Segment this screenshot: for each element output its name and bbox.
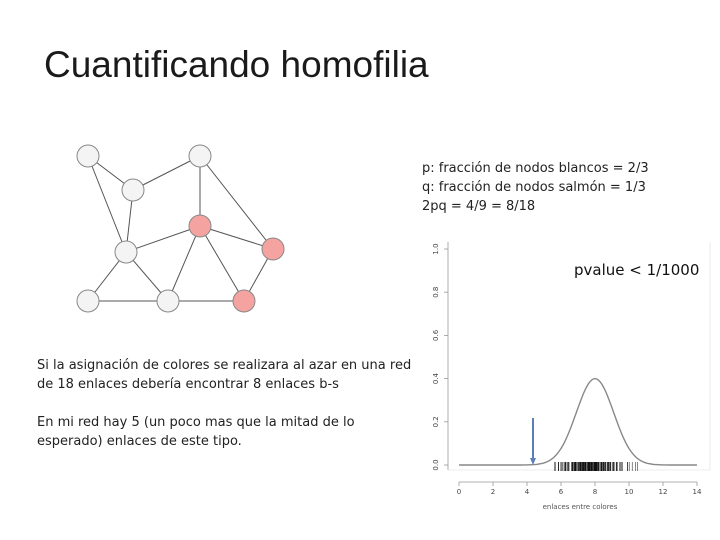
slide-title: Cuantificando homofilia bbox=[44, 44, 429, 85]
formula-2pq: 2pq = 4/9 = 8/18 bbox=[422, 199, 536, 214]
y-axis-ticks bbox=[432, 243, 448, 470]
x-tick-label: 14 bbox=[692, 488, 702, 496]
x-axis-ticks bbox=[457, 482, 702, 496]
y-tick-label: 0.4 bbox=[432, 373, 440, 385]
x-tick-label: 4 bbox=[524, 488, 530, 496]
density-curve bbox=[459, 379, 697, 465]
description-line: esperado) enlaces de este tipo. bbox=[37, 434, 242, 449]
x-tick-label: 6 bbox=[558, 488, 564, 496]
x-tick-label: 10 bbox=[624, 488, 634, 496]
description-line: En mi red hay 5 (un poco mas que la mitad de lo bbox=[37, 415, 355, 430]
x-tick-label: 2 bbox=[490, 488, 496, 496]
observed-value-arrow bbox=[530, 418, 536, 465]
description-line: de 18 enlaces debería encontrar 8 enlaces b-s bbox=[37, 377, 339, 392]
formula-q: q: fracción de nodos salmón = 1/3 bbox=[422, 180, 646, 195]
rug-marks bbox=[554, 462, 637, 471]
y-tick-label: 0.2 bbox=[432, 416, 440, 428]
description-line: Si la asignación de colores se realizara al azar en una red bbox=[37, 358, 412, 373]
formula-p: p: fracción de nodos blancos = 2/3 bbox=[422, 161, 649, 176]
y-tick-label: 1.0 bbox=[432, 243, 440, 255]
x-tick-label: 12 bbox=[658, 488, 668, 496]
y-tick-label: 0.6 bbox=[432, 329, 440, 341]
x-axis-label: enlaces entre colores bbox=[542, 503, 618, 511]
pvalue-label: pvalue < 1/1000 bbox=[574, 261, 700, 279]
x-tick-label: 0 bbox=[456, 488, 462, 496]
y-tick-label: 0.0 bbox=[432, 459, 440, 471]
y-tick-label: 0.8 bbox=[432, 286, 440, 298]
x-tick-label: 8 bbox=[592, 488, 598, 496]
